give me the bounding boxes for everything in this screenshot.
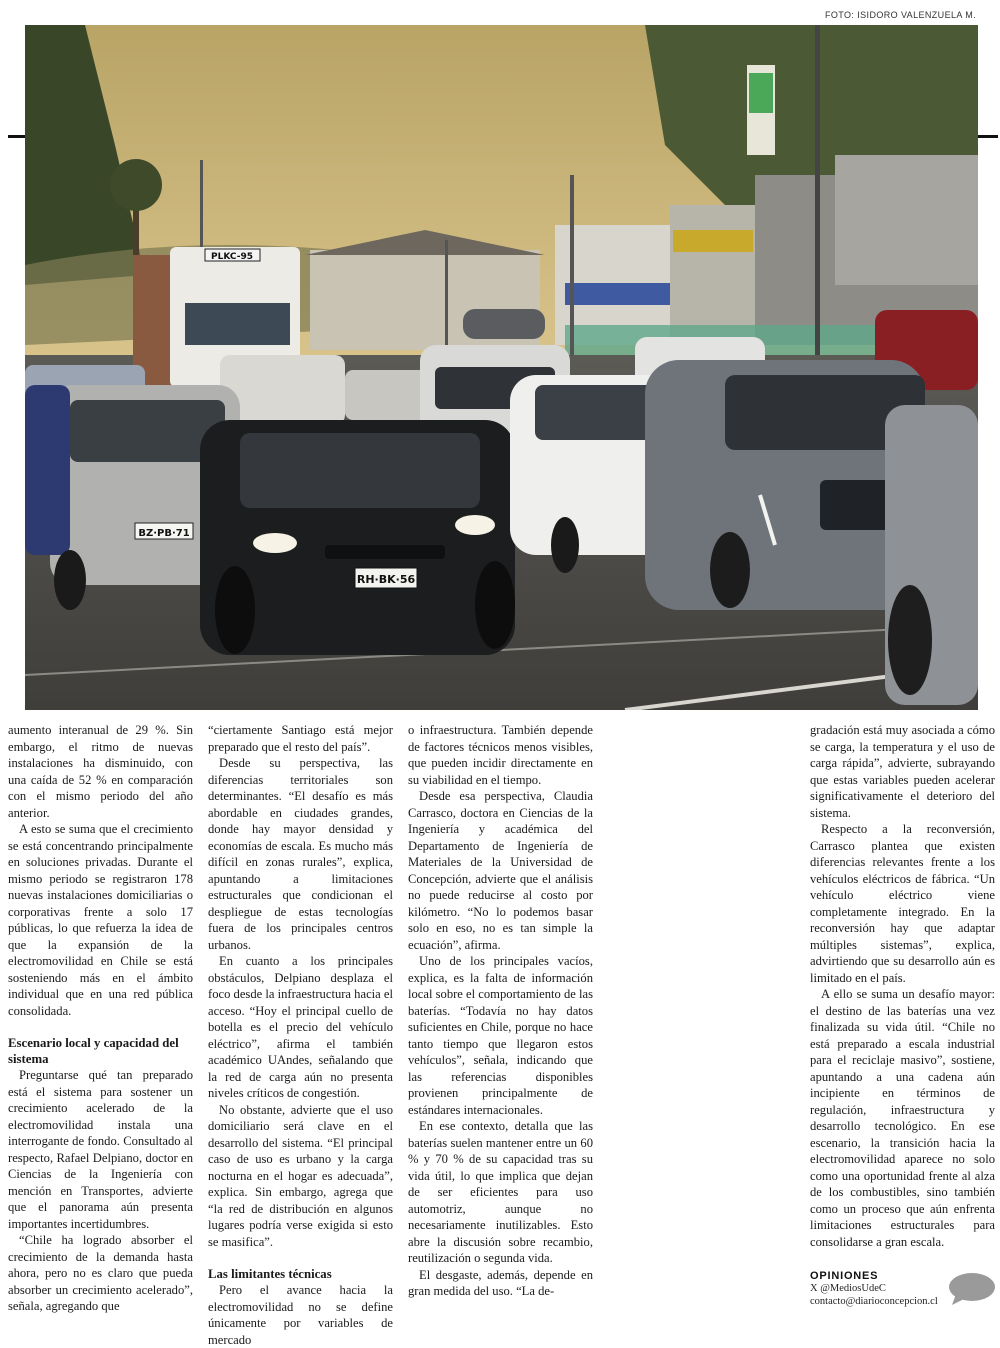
opinions-handle[interactable]: X @MediosUdeC	[810, 1283, 886, 1294]
article-column-2	[208, 722, 393, 1348]
paragraph: A ello se suma un desafío mayor: el destino de las baterías una vez finalizada su vida útil. “Chile no está preparado a escala industrial para el reciclaje masivo”, sostiene, apuntando a una cadena aún incipiente en términos de regulación, infraestructura y desarrollo tecnológico. En ese escenario, la transición hacia la electromovilidad aparece no solo como una oportunidad frente al alza de los combustibles, sino también como un proceso que aún enfrenta limitaciones estructurales para consolidarse a gran escala.	[810, 987, 995, 1249]
opinions-title: OPINIONES	[810, 1270, 879, 1282]
paragraph: aumento interanual de 29 %. Sin embargo, el ritmo de nuevas instalaciones ha disminuido, con una caída de 52 % en comparación con el mismo periodo del año anterior.	[8, 723, 193, 820]
paragraph: o infraestructura. También depende de factores técnicos menos visibles, que pueden incidir directamente en su viabilidad en el tiempo.	[408, 723, 593, 787]
paragraph: Preguntarse qué tan preparado está el sistema para sostener un crecimiento acelerado de la electromovilidad instala una interrogante de fondo. Consultado al respecto, Rafael Delpiano, doctor en Ciencias de la Ingeniería con mención en Transportes, advierte que el panorama aún presenta importantes incertidumbres.	[8, 1068, 193, 1231]
traffic-photo	[25, 25, 978, 710]
photo-credit: FOTO: ISIDORO VALENZUELA M.	[825, 10, 976, 20]
paragraph: gradación está muy asociada a cómo se carga, la temperatura y el uso de carga rápida”, advierte, subrayando que estas variables pueden acelerar significativamente el deterioro del sistema.	[810, 723, 995, 820]
subheading-limitantes-tecnicas: Las limitantes técnicas	[208, 1267, 332, 1281]
paragraph: No obstante, advierte que el uso domiciliario será clave en el desarrollo del sistema. “El principal caso de uso es urbano y la carga nocturna en el hogar es adecuada”, explica. Sin embargo, agrega que “la red de distribución en algunos lugares podría verse exigida si esto se masifica”.	[208, 1102, 393, 1249]
paragraph: “Chile ha logrado absorber el crecimiento de la demanda hasta ahora, pero no es claro que pueda absorber un crecimiento acelerado”, señala, agregando que	[8, 1233, 193, 1313]
article-column-1	[8, 722, 193, 1315]
paragraph: Uno de los principales vacíos, explica, es la falta de información local sobre el comportamiento de las baterías. “Todavía no hay datos suficientes en Chile, porque no hace tanto tiempo que llegaron estos vehículos”, señala, indicando que las referencias disponibles provienen principalmente de estándares internacionales.	[408, 954, 593, 1117]
left-car-plate: BZ·PB·71	[138, 528, 190, 539]
opinions-email[interactable]: contacto@diarioconcepcion.cl	[810, 1296, 938, 1307]
paragraph: A esto se suma que el crecimiento se está concentrando principalmente en soluciones privadas. Durante el mismo periodo se registraron 178 nuevas instalaciones domiciliarias o corporativas frente a solo 17 públicas, lo que refuerza la idea de que la expansión de la electromovilidad en Chile se está sosteniendo más en el ámbito individual que en una red pública consolidada.	[8, 822, 193, 1018]
paragraph: El desgaste, además, depende en gran medida del uso. “La de-	[408, 1267, 593, 1298]
subheading-escenario-local: Escenario local y capacidad del sistema	[8, 1036, 179, 1066]
paragraph: Pero el avance hacia la electromovilidad no se define únicamente por variables de mercado	[208, 1283, 393, 1347]
front-car-plate: RH·BK·56	[356, 573, 416, 586]
article-column-3	[408, 722, 593, 1300]
article-column-4	[810, 722, 995, 1250]
speech-bubble-icon	[948, 1272, 996, 1306]
paragraph: “ciertamente Santiago está mejor preparado que el resto del país”.	[208, 723, 393, 754]
paragraph: Respecto a la reconversión, Carrasco plantea que existen diferencias relevantes frente a los vehículos eléctricos de fábrica. “Un vehículo eléctrico viene completamente integrado. En la reconversión hay que adaptar múltiples sistemas”, explica, advirtiendo que su desarrollo aún es limitado en el país.	[810, 822, 995, 985]
paragraph: Desde esa perspectiva, Claudia Carrasco, doctora en Ciencias de la Ingeniería y académica del Departamento de Ingeniería de Materiales de la Universidad de Concepción, advierte que el análisis no puede reducirse al costo por kilómetro. “No lo podemos basar solo en eso, no es tan simple la ecuación”, afirma.	[408, 789, 593, 952]
section-rule-right	[978, 135, 998, 138]
paragraph: En ese contexto, detalla que las baterías suelen mantener entre un 60 % y 70 % de su capacidad tras su vida útil, lo que implica que dejan de ser eficientes para uso automotriz, aunque no necesariamente inutilizables. Esto abre la discusión sobre recambio, reutilización o segunda vida.	[408, 1119, 593, 1265]
paragraph: En cuanto a los principales obstáculos, Delpiano desplaza el foco desde la infraestructura hacia el acceso. “Hoy el principal cuello de botella es el precio del vehículo eléctrico”, afirma el también académico UAndes, señalando que la red de carga aún no presenta niveles críticos de congestión.	[208, 954, 393, 1100]
truck-plate: PLKC-95	[211, 252, 253, 262]
paragraph: Desde su perspectiva, las diferencias territoriales son determinantes. “El desafío es más abordable en ciudades grandes, donde hay mayor densidad y economías de escala. Es mucho más difícil en zonas rurales”, explica, apuntando a limitaciones estructurales que condicionan el despliegue de estas tecnologías fuera de los principales centros urbanos.	[208, 756, 393, 952]
